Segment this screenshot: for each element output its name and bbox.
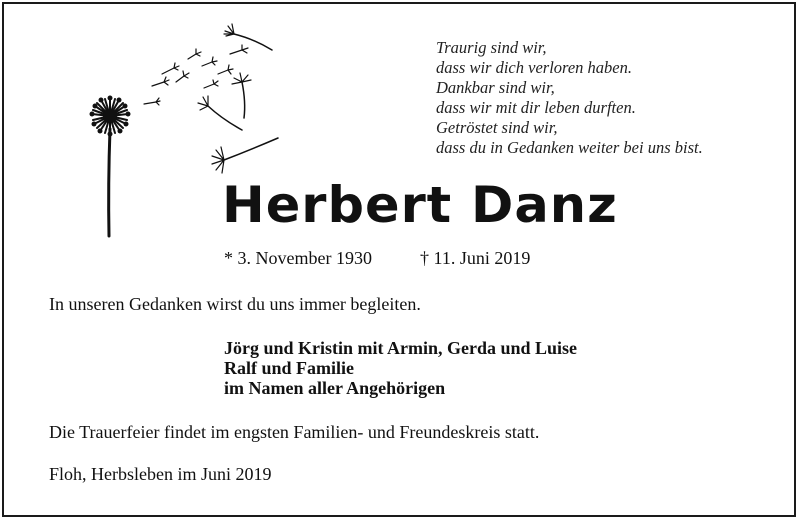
poem-line: Traurig sind wir,: [436, 38, 547, 57]
mourners-list: [224, 338, 577, 398]
poem-line: dass wir dich verloren haben.: [436, 58, 632, 77]
poem-line: dass du in Gedanken weiter bei uns bist.: [436, 138, 703, 157]
death-date: † 11. Juni 2019: [419, 248, 531, 268]
mourner-line: im Namen aller Angehörigen: [224, 378, 446, 398]
poem: [436, 38, 703, 158]
birth-date: * 3. November 1930: [224, 248, 372, 268]
mourner-line: Jörg und Kristin mit Armin, Gerda und Luise: [224, 338, 578, 358]
life-dates: [224, 248, 530, 269]
poem-line: Getröstet sind wir,: [436, 118, 558, 137]
deceased-name: Herbert Danz: [222, 176, 618, 234]
funeral-note: Die Trauerfeier findet im engsten Familien- und Freundeskreis statt.: [49, 422, 540, 442]
place-and-date: Floh, Herbsleben im Juni 2019: [49, 464, 272, 484]
memorial-message: In unseren Gedanken wirst du uns immer begleiten.: [49, 294, 421, 314]
poem-line: Dankbar sind wir,: [436, 78, 555, 97]
mourner-line: Ralf und Familie: [224, 358, 355, 378]
obituary-notice: [2, 2, 796, 517]
poem-line: dass wir mit dir leben durften.: [436, 98, 636, 117]
